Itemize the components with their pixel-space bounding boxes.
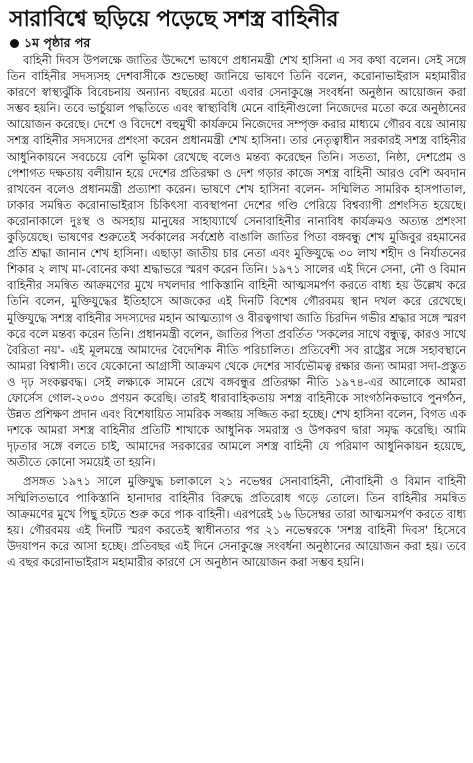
continued-from-marker bbox=[10, 35, 466, 51]
article-body bbox=[7, 53, 466, 571]
continued-label: ১ম পৃষ্ঠার পর bbox=[24, 35, 91, 50]
bullet-icon bbox=[10, 39, 19, 48]
article-paragraph-1: বাহিনী দিবস উপলক্ষে জাতির উদ্দেশে ভাষণে প্রধানমন্ত্রী শেখ হাসিনা এ সব কথা বলেন। সেই সঙ্গে তিন বাহিনীর সদস্যসহ দেশবাসীকে শুভেচ্ছা জানিয়ে ভাষণে তিনি বলেন, করোনাভাইরাস মহামারীর কারণে স্বাস্থ্যঝুঁকি বিবেচনায় অন্যান্য বছরের মতো এবার সেনাকুঞ্জে সংবর্ধনা অনুষ্ঠান আয়োজন করা সম্ভব হয়নি। তবে ভার্চুয়াল পদ্ধতিতে এবং স্বাস্থ্যবিধি মেনে বাহিনীগুলো নিজেদের মতো করে অনুষ্ঠানের আয়োজন করেছে। দেশে ও বিদেশে বহুমুখী কার্যক্রমে নিজেদের সম্পৃক্ত করার মাধ্যমে গৌরব বয়ে আনায় সশস্ত্র বাহিনীর সদস্যদের প্রশংসা করেন প্রধানমন্ত্রী শেখ হাসিনা। তার নেতৃত্বাধীন সরকারই সশস্ত্র বাহিনীর আধুনিকায়নে সবচেয়ে বেশি ভূমিকা রেখেছে বলেও মন্তব্য করেছেন তিনি। সততা, নিষ্ঠা, দেশপ্রেম ও পেশাগত দক্ষতায় বলীয়ান হয়ে দেশের প্রতিরক্ষা ও দেশ গড়ার কাজে সশস্ত্র বাহিনী আরও বেশি অবদান রাখবেন বলেও প্রধানমন্ত্রী প্রত্যাশা করেন। ভাষণে শেখ হাসিনা বলেন- সম্মিলিত সামরিক হাসপাতাল, ঢাকার সমন্বিত করোনাভাইরাস চিকিৎসা ব্যবস্থাপনা দেশের গণ্ডি পেরিয়ে বিশ্বব্যাপী প্রশংসিত হয়েছে। করোনাকালে দুঃস্থ ও অসহায় মানুষের সাহায্যার্থে সেনাবাহিনীর নানাবিধ কার্যক্রমও অত্যন্ত প্রশংসা কুড়িয়েছে। ভাষণের শুরুতেই সর্বকালের সর্বশ্রেষ্ঠ বাঙালি জাতির পিতা বঙ্গবন্ধু শেখ মুজিবুর রহমানের প্রতি শ্রদ্ধা জানান শেখ হাসিনা। এছাড়া জাতীয় চার নেতা এবং মুক্তিযুদ্ধে ৩০ লাখ শহীদ ও নির্যাতনের শিকার ২ লাখ মা-বোনের কথা শ্রদ্ধাভরে স্মরণ করেন তিনি। ১৯৭১ সালের এই দিনে সেনা, নৌ ও বিমান বাহিনীর সমন্বিত আক্রমণের মুখে দখলদার পাকিস্তানি বাহিনী আত্মসমর্পণ করতে বাধ্য হয় উল্লেখ করে তিনি বলেন, মুক্তিযুদ্ধের ইতিহাসে আজকের এই দিনটি বিশেষ গৌরবময় স্থান দখল করে রেখেছে। মুক্তিযুদ্ধে সশস্ত্র বাহিনীর সদস্যদের মহান আত্মত্যাগ ও বীরত্বগাথা জাতি চিরদিন গভীর শ্রদ্ধার সঙ্গে স্মরণ করে বলে মন্তব্য করেন তিনি। প্রধানমন্ত্রী বলেন, জাতির পিতা প্রবর্তিত 'সকলের সাথে বন্ধুত্ব, কারও সাথে বৈরিতা নয়'- এই মূলমন্ত্রে আমাদের বৈদেশিক নীতি পরিচালিত। প্রতিবেশী সব রাষ্ট্রের সঙ্গে সহাবস্থানে আমরা বিশ্বাসী। তবে যেকোনো আগ্রাসী আক্রমণ থেকে দেশের সার্বভৌমত্ব রক্ষার জন্য আমরা সদা-প্রস্তুত ও দৃঢ় সংকল্পবদ্ধ। সেই লক্ষ্যকে সামনে রেখে বঙ্গবন্ধুর প্রতিরক্ষা নীতি ১৯৭৪-এর আলোকে আমরা ফোর্সেস গোল-২০৩০ প্রণয়ন করেছি। তারই ধারাবাহিকতায় সশস্ত্র বাহিনীকে সাংগঠনিকভাবে পুনর্গঠন, উন্নত প্রশিক্ষণ প্রদান এবং বিশেষায়িত সামরিক সজ্জায় সজ্জিত করা হচ্ছে। শেখ হাসিনা বলেন, বিগত এক দশকে আমরা সশস্ত্র বাহিনীর প্রতিটি শাখাকে আধুনিক সমরাস্ত্র ও উপকরণ দ্বারা সমৃদ্ধ করেছি। আমি দৃঢ়তার সঙ্গে বলতে চাই, আমাদের সরকারের আমলে সশস্ত্র বাহিনী যে পরিমাণ আধুনিকায়ন হয়েছে, অতীতে কোনো সময়েই তা হয়নি। bbox=[7, 54, 466, 470]
article-headline: সারাবিশ্বে ছড়িয়ে পড়েছে সশস্ত্র বাহিনীর bbox=[9, 6, 338, 32]
article-paragraph-2: প্রসঙ্গত ১৯৭১ সালে মুক্তিযুদ্ধ চলাকালে ২১ নভেম্বর সেনাবাহিনী, নৌবাহিনী ও বিমান বাহিনী সম্মিলিতভাবে পাকিস্তানি হানাদার বাহিনীর বিরুদ্ধে প্রতিরোধ গড়ে তোলে। তিন বাহিনীর সমন্বিত আক্রমণের মুখে পিছু হটতে শুরু করে পাক বাহিনী। এরপরেই ১৬ ডিসেম্বর তারা আত্মসমর্পণ করতে বাধ্য হয়। গৌরবময় এই দিনটি স্মরণ করতেই স্বাধীনতার পর ২১ নভেম্বরকে 'সশস্ত্র বাহিনী দিবস' হিসেবে উদযাপন করে আসা হচ্ছে। প্রতিবছর এই দিনে সেনাকুঞ্জে সংবর্ধনা অনুষ্ঠানের আয়োজন করা হয়। তবে এ বছর করোনাভাইরাস মহামারীর কারণে সে অনুষ্ঠান আয়োজন করা সম্ভব হয়নি। bbox=[7, 475, 466, 569]
